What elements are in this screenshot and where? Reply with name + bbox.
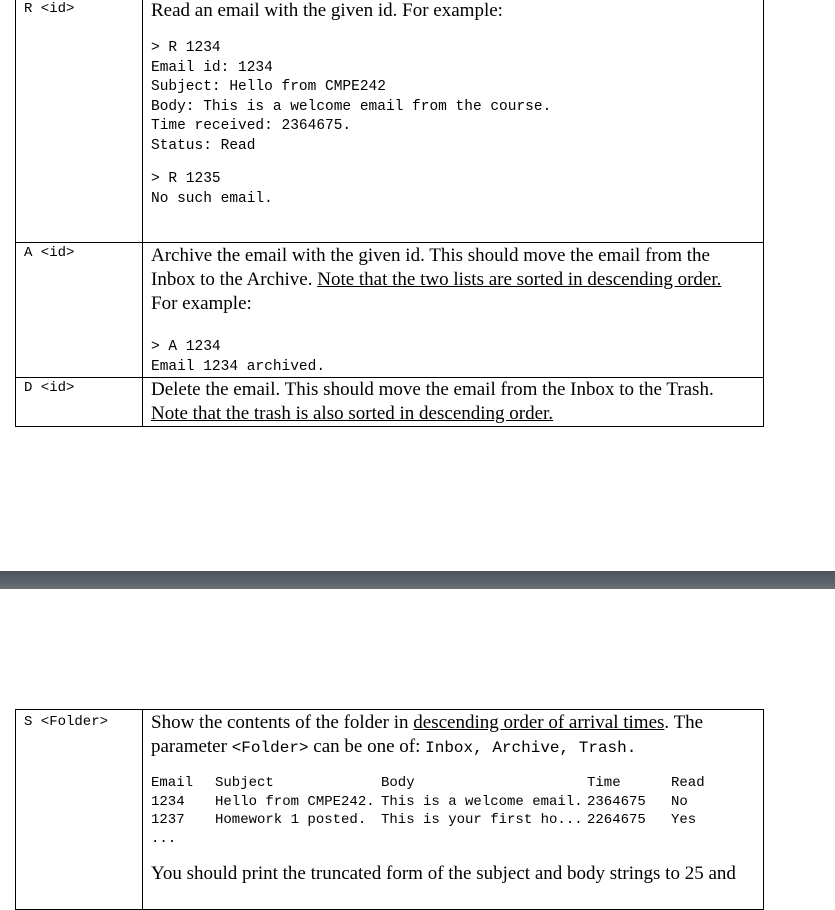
command-row-delete	[16, 378, 764, 427]
command-key: R <id>	[16, 0, 143, 243]
description-end: For example:	[151, 293, 252, 314]
command-key: S <Folder>	[16, 710, 143, 910]
table-cell: This is your first ho...	[381, 812, 583, 828]
command-description	[143, 0, 764, 243]
command-table-show	[15, 709, 764, 910]
command-table-top	[15, 0, 764, 427]
footer-text: You should print the truncated form of the subject and body strings to 25 and	[151, 862, 736, 884]
description-text	[151, 711, 755, 760]
table-cell: No	[671, 793, 688, 810]
code-line: > A 1234	[151, 339, 221, 355]
code-line: > R 1234	[151, 40, 221, 56]
description-plain: . The parameter	[151, 712, 704, 757]
table-header-cell: Read	[671, 775, 705, 791]
command-row-read	[16, 0, 764, 243]
table-header-cell: Email	[151, 775, 194, 791]
description-plain: can be one of:	[308, 736, 426, 757]
description-underlined: Note that the two lists are sorted in descending order.	[317, 269, 722, 290]
table-cell: 1237	[151, 812, 185, 828]
code-line: Email 1234 archived.	[151, 358, 326, 375]
command-key: A <id>	[16, 243, 143, 378]
table-cell: 2264675	[587, 812, 646, 828]
code-line: Subject: Hello from CMPE242	[151, 79, 386, 95]
command-key: D <id>	[16, 378, 143, 427]
table-ellipsis: ...	[151, 830, 177, 847]
code-line: Status: Read	[151, 137, 256, 154]
command-row-show	[16, 710, 764, 910]
description-underlined: descending order of arrival times	[413, 712, 665, 733]
description-plain: Archive the email with the given id. This should move the email from the Inbox to the Archive.	[151, 245, 710, 290]
code-line: > R 1235	[151, 171, 221, 187]
description-text	[151, 378, 755, 426]
code-line: Body: This is a welcome email from the course.	[151, 98, 552, 115]
command-description	[143, 243, 764, 378]
folder-param: <Folder>	[231, 739, 309, 757]
table-header-cell: Time	[587, 775, 621, 791]
table-cell: 1234	[151, 793, 185, 810]
folder-contents-table	[151, 774, 755, 830]
table-header-cell: Body	[381, 775, 415, 791]
code-line: Time received: 2364675.	[151, 118, 352, 134]
code-line: Email id: 1234	[151, 59, 273, 76]
description-text	[151, 243, 755, 316]
description-plain: Show the contents of the folder in	[151, 712, 414, 733]
command-description	[143, 710, 764, 910]
description-underlined: Note that the trash is also sorted in descending order.	[151, 403, 554, 424]
table-header-cell: Subject	[215, 775, 274, 791]
code-line: No such email.	[151, 190, 273, 207]
page-divider	[0, 571, 835, 589]
description-plain: Delete the email. This should move the email from the Inbox to the Trash.	[151, 379, 714, 400]
table-cell: 2364675	[587, 793, 646, 810]
table-cell: Hello from CMPE242.	[215, 793, 375, 810]
folder-options: Inbox, Archive, Trash.	[425, 739, 637, 757]
description-text: Read an email with the given id. For example:	[151, 0, 503, 21]
table-cell: Homework 1 posted.	[215, 812, 367, 828]
command-row-archive	[16, 243, 764, 378]
command-description	[143, 378, 764, 427]
table-cell: This is a welcome email.	[381, 793, 583, 810]
table-cell: Yes	[671, 812, 697, 828]
